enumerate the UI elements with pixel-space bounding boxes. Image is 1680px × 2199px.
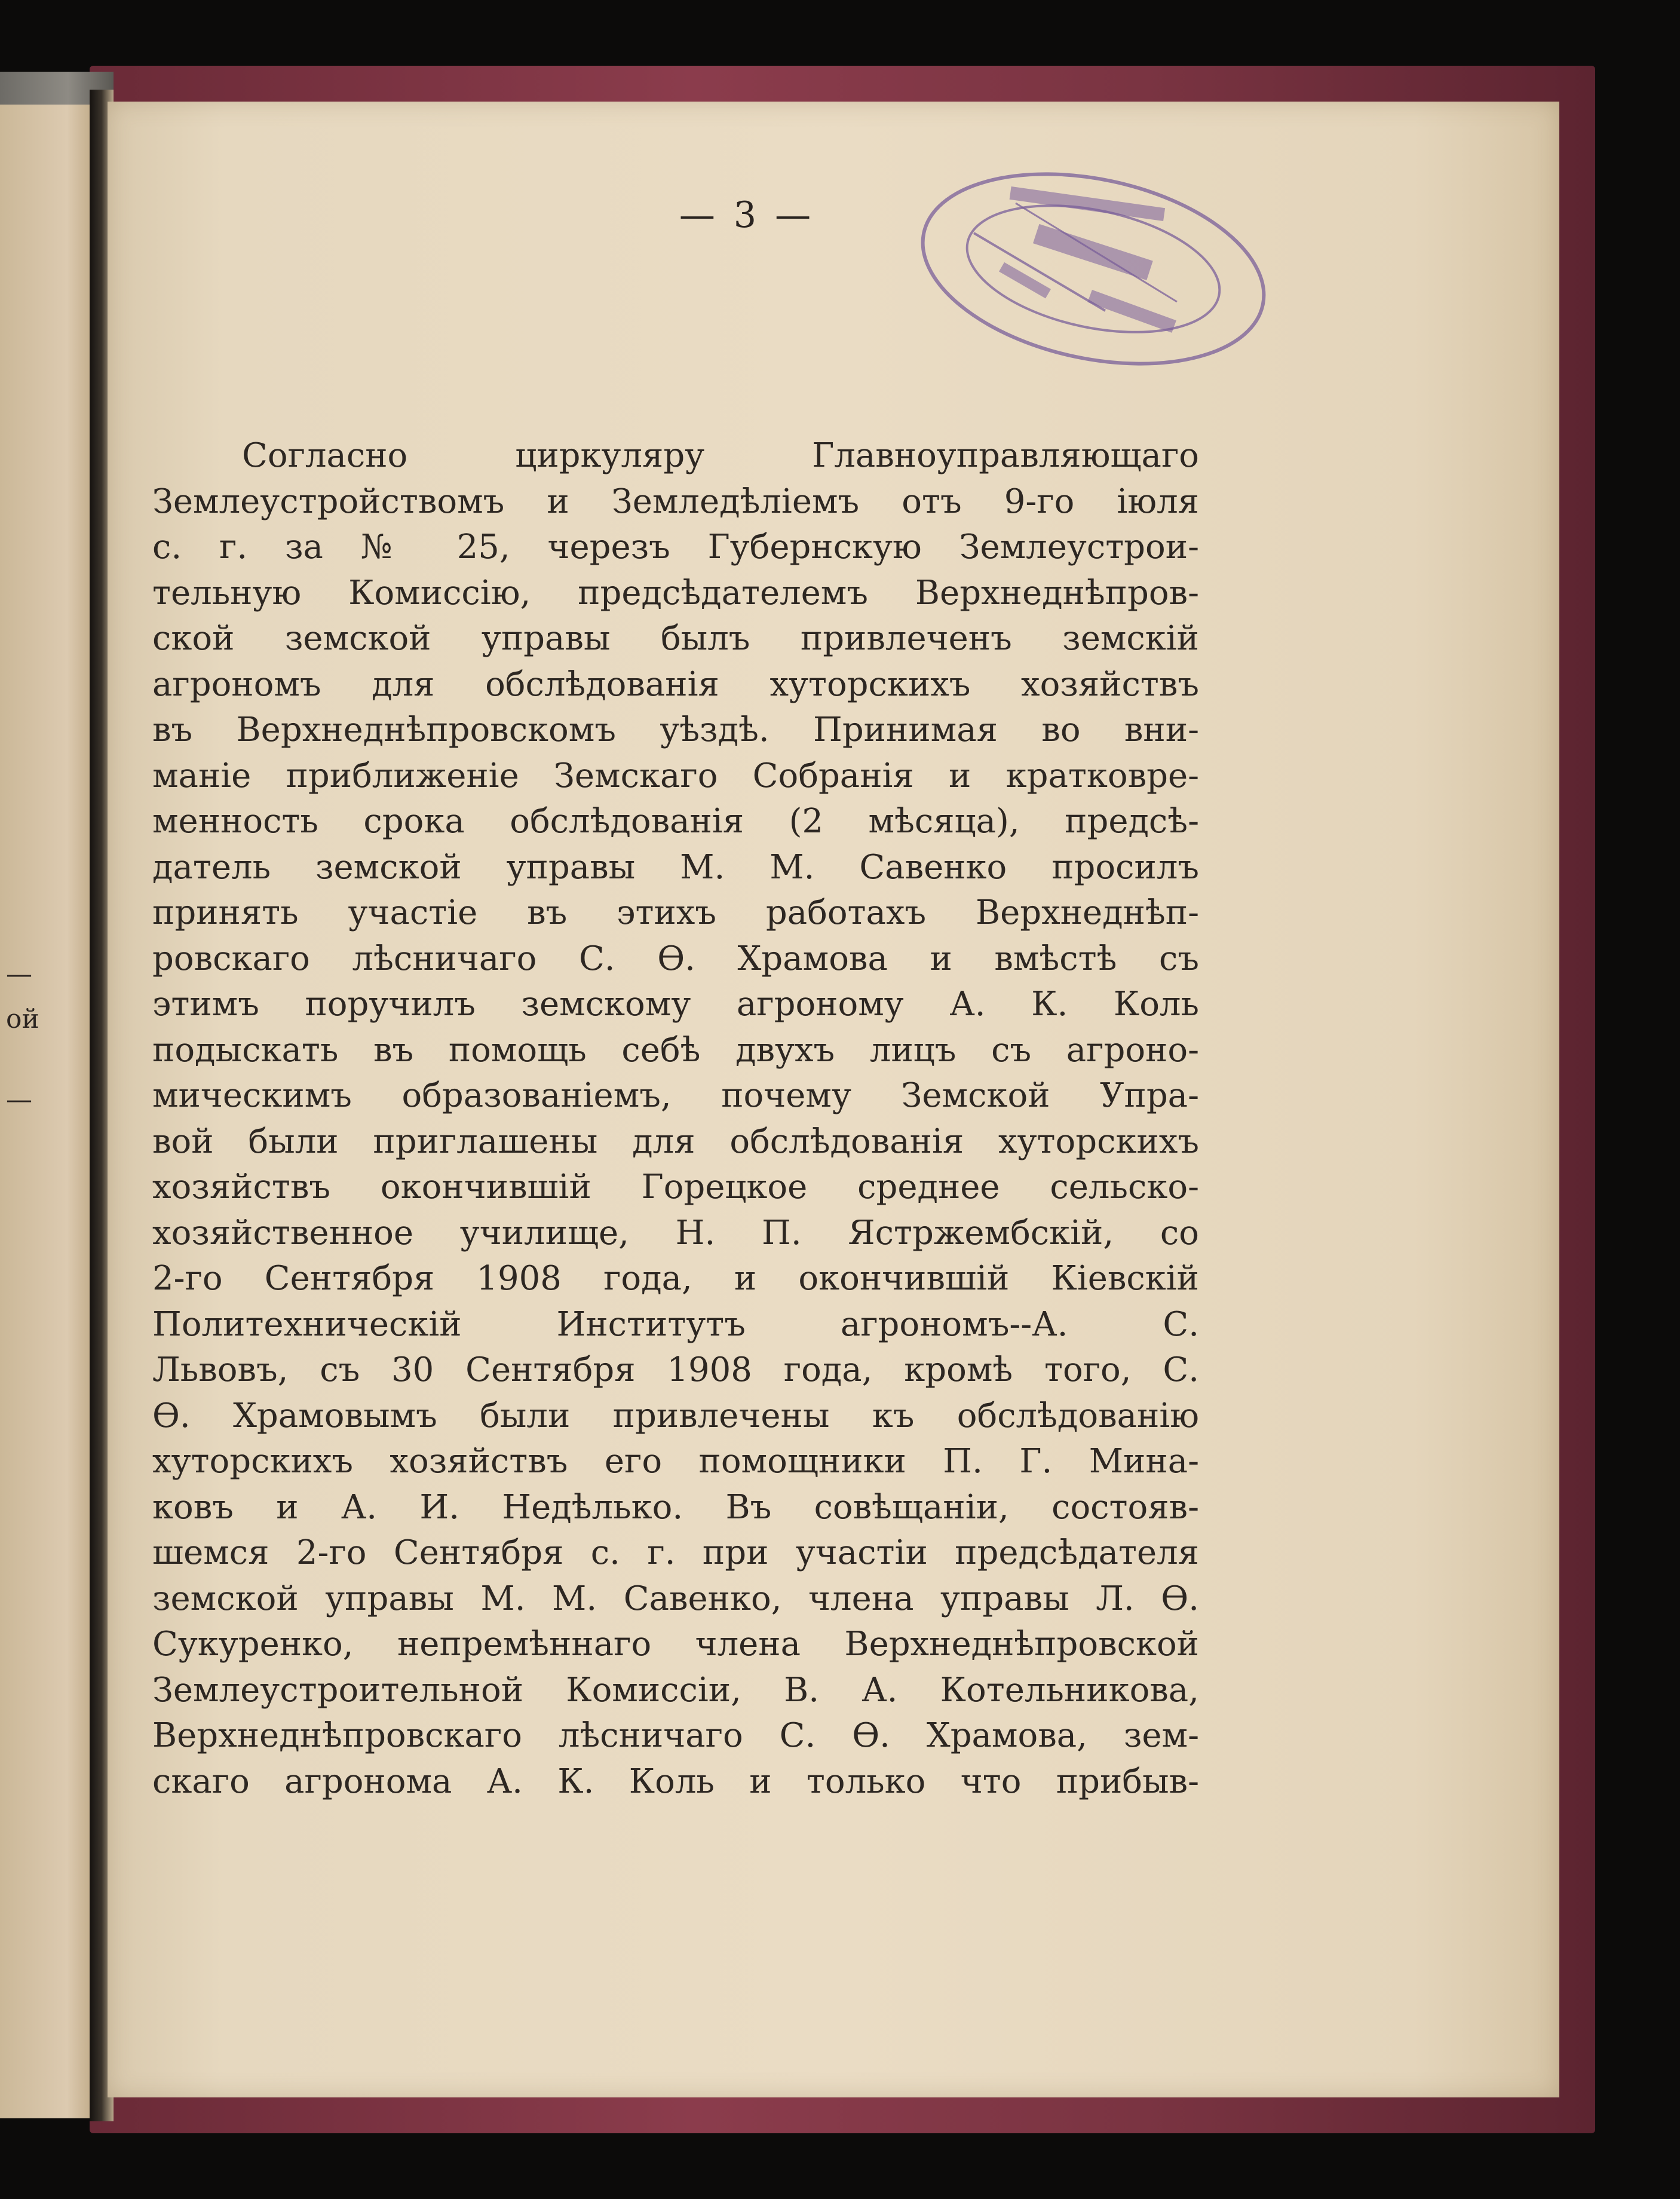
text-line: земской управы М. М. Савенко, члена управы Л. Ѳ. — [152, 1579, 1199, 1618]
text-line: с. г. за № 25, черезъ Губернскую Землеустрои- — [152, 528, 1199, 566]
text-line: Верхнеднѣпровскаго лѣсничаго С. Ѳ. Храмова, зем- — [152, 1716, 1199, 1755]
facing-page-edge — [0, 105, 96, 2118]
text-line: принять участіе въ этихъ работахъ Верхнеднѣп- — [152, 893, 1199, 932]
text-line: Сукуренко, непремѣннаго члена Верхнеднѣпровской — [152, 1625, 1199, 1664]
text-line: шемся 2-го Сентября с. г. при участіи предсѣдателя — [152, 1533, 1199, 1572]
text-line: Землеустройствомъ и Земледѣліемъ отъ 9-го іюля — [152, 482, 1199, 521]
text-line: Политехническій Институтъ агрономъ--А. С. — [152, 1304, 1199, 1344]
body-text — [152, 433, 1199, 1805]
text-line: датель земской управы М. М. Савенко просилъ — [152, 847, 1199, 887]
text-line: тельную Комиссію, предсѣдателемъ Верхнеднѣпров- — [152, 573, 1199, 612]
library-stamp — [908, 161, 1279, 376]
facing-page-fragment: ой — [6, 1004, 39, 1034]
text-line: хозяйствъ окончившій Горецкое среднее сельско- — [152, 1168, 1199, 1206]
text-line: агрономъ для обслѣдованія хуторскихъ хозяйствъ — [152, 664, 1199, 704]
text-line: Львовъ, съ 30 Сентября 1908 года, кромѣ того, С. — [152, 1350, 1199, 1389]
text-line: Ѳ. Храмовымъ были привлечены къ обслѣдованію — [152, 1396, 1199, 1435]
text-line: хозяйственное училище, Н. П. Ястржембскій, со — [152, 1213, 1199, 1252]
text-line: мическимъ образованіемъ, почему Земской Упра- — [152, 1076, 1199, 1115]
text-line: хуторскихъ хозяйствъ его помощники П. Г. Мина- — [152, 1442, 1199, 1481]
text-line: ровскаго лѣсничаго С. Ѳ. Храмова и вмѣстѣ съ — [152, 939, 1199, 978]
text-line: ской земской управы былъ привлеченъ земскій — [152, 619, 1199, 658]
facing-page-fragment: — — [6, 1085, 32, 1115]
text-line: Согласно циркуляру Главноуправляющаго — [242, 436, 1199, 475]
book-page — [108, 102, 1559, 2097]
text-line: маніе приближеніе Земскаго Собранія и кратковре- — [152, 756, 1199, 795]
text-line: въ Верхнеднѣпровскомъ уѣздѣ. Принимая во вни- — [152, 710, 1199, 749]
text-line: подыскать въ помощь себѣ двухъ лицъ съ агроно- — [152, 1030, 1199, 1070]
text-line: ковъ и А. И. Недѣлько. Въ совѣщаніи, состояв- — [152, 1487, 1199, 1527]
text-line: менность срока обслѣдованія (2 мѣсяца), предсѣ- — [152, 802, 1199, 841]
text-line: 2-го Сентября 1908 года, и окончившій Кіевскій — [152, 1259, 1199, 1298]
text-line: Землеустроительной Комиссіи, В. А. Котельникова, — [152, 1670, 1199, 1710]
text-line: скаго агронома А. К. Коль и только что прибыв- — [152, 1762, 1199, 1801]
page-number: — 3 — — [679, 194, 815, 236]
facing-page-fragment: — — [6, 959, 32, 990]
text-line: этимъ поручилъ земскому агроному А. К. Коль — [152, 985, 1199, 1024]
text-line: вой были приглашены для обслѣдованія хуторскихъ — [152, 1122, 1199, 1161]
